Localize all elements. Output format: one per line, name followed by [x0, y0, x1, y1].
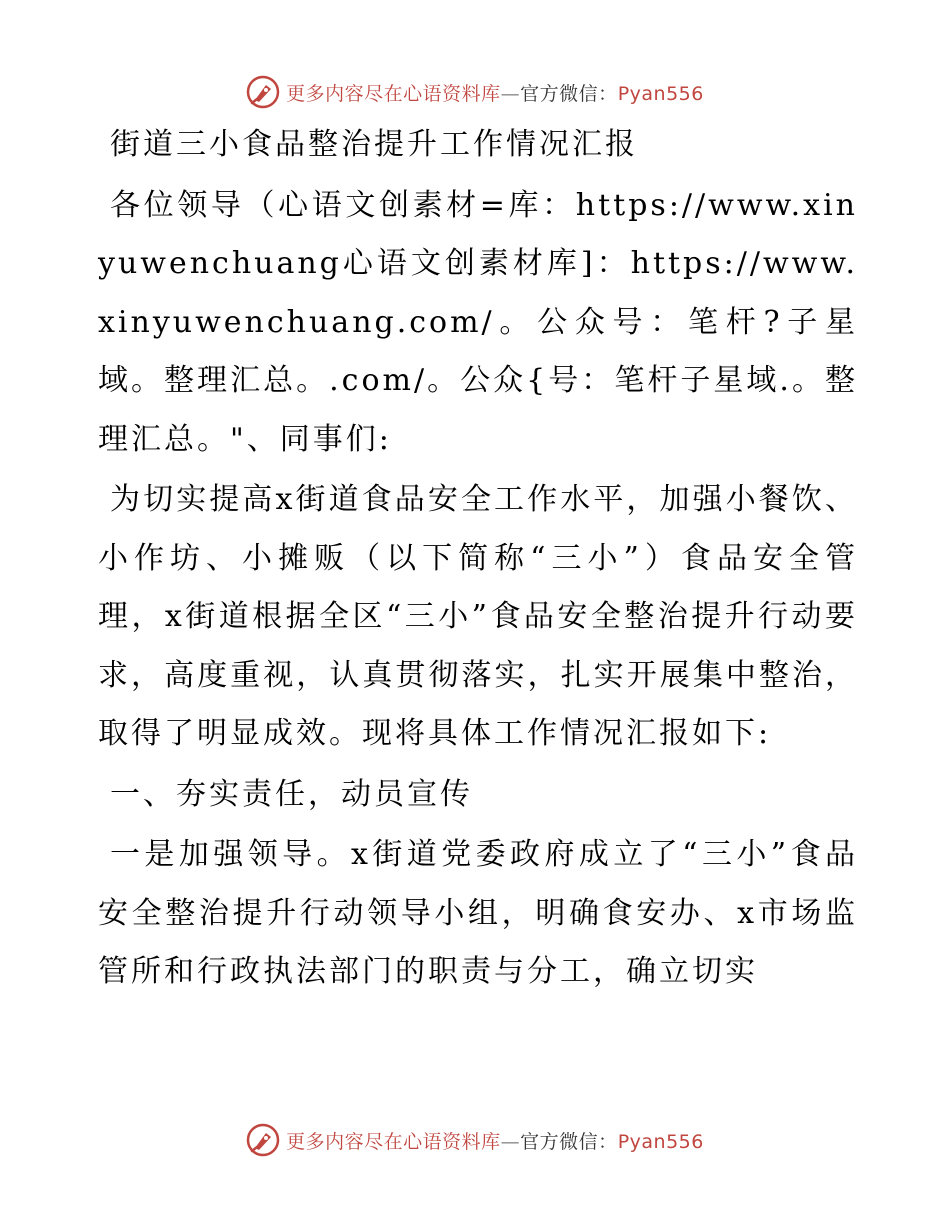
pen-nib-logo-icon	[246, 1123, 280, 1157]
pen-nib-logo-icon	[246, 75, 280, 109]
header-watermark	[0, 72, 950, 112]
section-heading-1: 一、夯实责任，动员宣传	[110, 776, 473, 812]
watermark-text	[286, 79, 704, 106]
watermark-handle: Pyan556	[617, 1130, 704, 1153]
watermark-dash: —	[500, 82, 521, 105]
watermark-site-text: 更多内容尽在心语资料库	[286, 82, 501, 105]
watermark-dash: —	[500, 1130, 521, 1153]
document-body	[98, 116, 858, 1002]
section-1-paragraph-1: 一是加强领导。x街道党委政府成立了“三小”食品安全整治提升行动领导小组，明确食安办、x市场监管所和行政执法部门的职责与分工，确立切实	[98, 837, 858, 989]
document-title: 街道三小食品整治提升工作情况汇报	[110, 127, 638, 162]
watermark-official-label: 官方微信：	[520, 1130, 618, 1153]
watermark-text	[286, 1127, 704, 1154]
greeting-paragraph: 各位领导（心语文创素材=库：https://www.xinyuwenchuang心语文创素材库]：https://www.xinyuwenchuang.com/。公众号：笔杆?子星域。整理汇总。.com/。公众{号：笔杆子星域.。整理汇总。"、同事们:	[98, 187, 858, 457]
watermark-handle: Pyan556	[617, 82, 704, 105]
watermark-site-text: 更多内容尽在心语资料库	[286, 1130, 501, 1153]
intro-paragraph: 为切实提高x街道食品安全工作水平，加强小餐饮、小作坊、小摊贩（以下简称“三小”）食品安全管理，x街道根据全区“三小”食品安全整治提升行动要求，高度重视，认真贯彻落实，扎实开展集中整治，取得了明显成效。现将具体工作情况汇报如下:	[98, 482, 858, 751]
footer-watermark	[0, 1120, 950, 1160]
watermark-official-label: 官方微信：	[520, 82, 618, 105]
